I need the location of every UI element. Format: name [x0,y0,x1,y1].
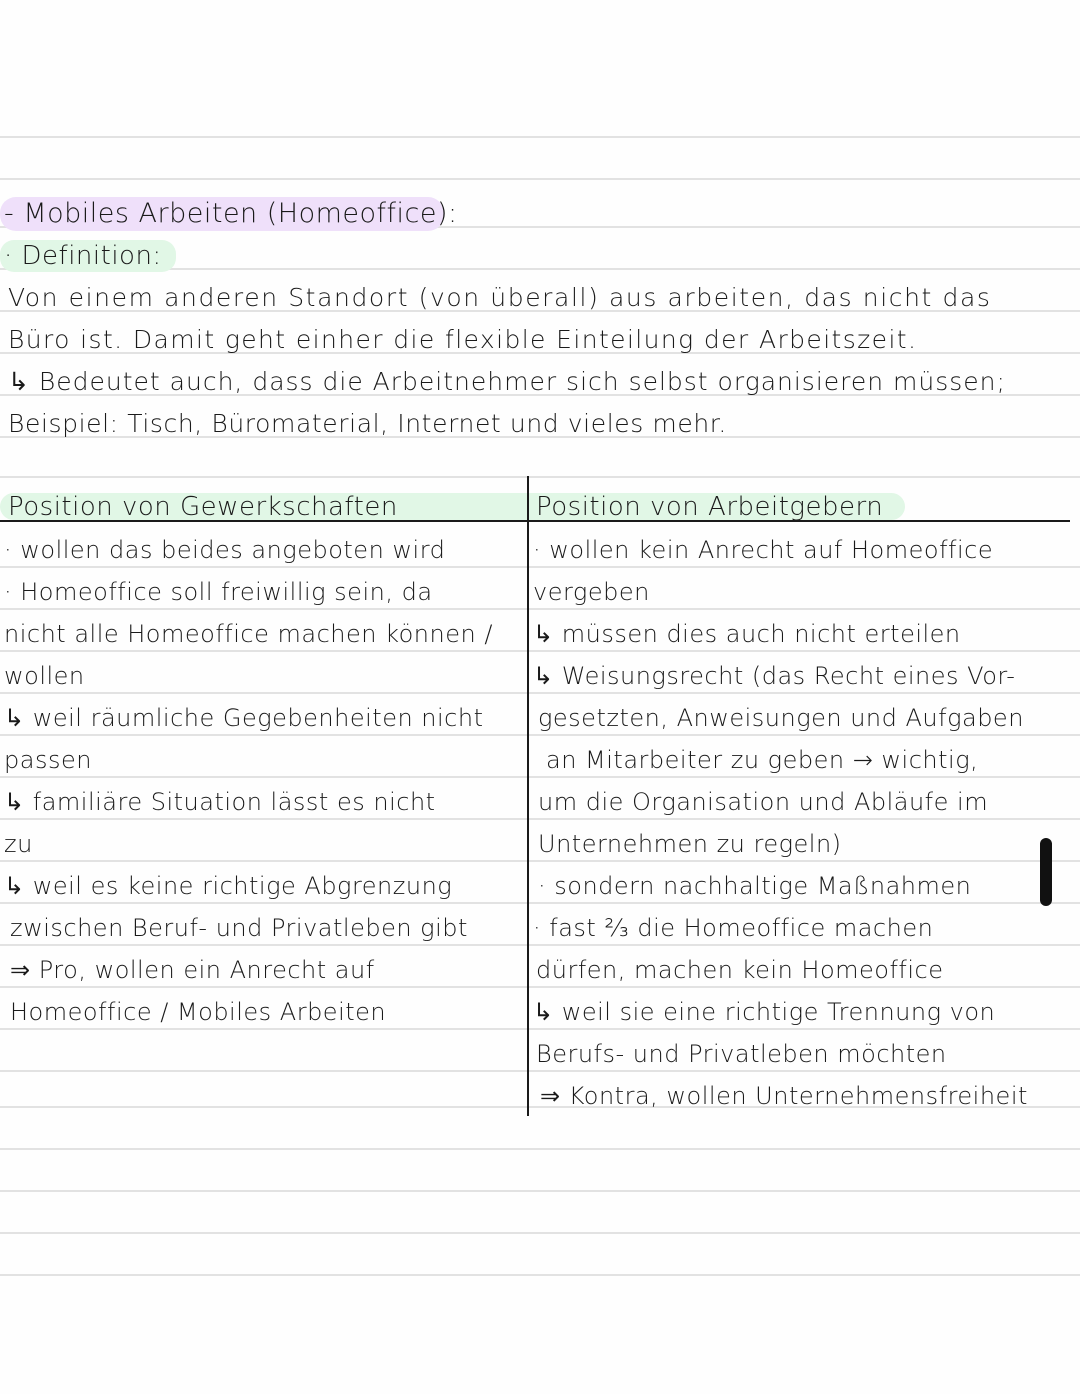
definition-line: Beispiel: Tisch, Büromaterial, Internet und vieles mehr. [8,409,727,438]
rule-line [0,1190,1080,1192]
left-column-header: Position von Gewerkschaften [8,492,398,522]
rule-line [0,476,1080,478]
right-line: gesetzten, Anweisungen und Aufgaben [538,704,1024,732]
left-line: ↳ weil es keine richtige Abgrenzung [4,872,453,900]
right-line: Berufs- und Privatleben möchten [536,1040,947,1068]
rule-line [0,566,1080,568]
rule-line [0,902,1080,904]
rule-line [0,860,1080,862]
right-column-header: Position von Arbeitgebern [536,492,884,522]
definition-line: ↳ Bedeutet auch, dass die Arbeitnehmer sich selbst organisieren müssen; [8,367,1006,396]
rule-line [0,650,1080,652]
left-line: wollen [4,662,85,690]
left-line: Homeoffice / Mobiles Arbeiten [10,998,387,1026]
left-line: ↳ weil räumliche Gegebenheiten nicht [4,704,484,732]
left-line: zwischen Beruf- und Privatleben gibt [10,914,468,942]
right-line: dürfen, machen kein Homeoffice [536,956,944,984]
right-line: · fast ²⁄₃ die Homeoffice machen [533,914,934,942]
rule-line [0,986,1080,988]
right-line: · sondern nachhaltige Maßnahmen [538,872,972,900]
rule-line [0,608,1080,610]
right-line: an Mitarbeiter zu geben → wichtig, [546,746,979,774]
left-line: nicht alle Homeoffice machen können / [4,620,493,648]
definition-line: Büro ist. Damit geht einher die flexible Einteilung der Arbeitszeit. [8,325,918,354]
right-line: ↳ weil sie eine richtige Trennung von [533,998,996,1026]
right-line: ↳ müssen dies auch nicht erteilen [533,620,961,648]
ink-scribble-mark [1040,838,1052,906]
rule-line [0,734,1080,736]
rule-line [0,692,1080,694]
left-line: zu [4,830,33,858]
right-line: · wollen kein Anrecht auf Homeoffice [533,536,994,564]
rule-line [0,1148,1080,1150]
right-line: um die Organisation und Abläufe im [538,788,989,816]
left-line: · wollen das beides angeboten wird [4,536,446,564]
rule-line [0,776,1080,778]
right-line: vergeben [533,578,650,606]
right-line: ⇒ Kontra, wollen Unternehmensfreiheit [540,1082,1028,1110]
rule-line [0,1232,1080,1234]
left-line: passen [4,746,92,774]
rule-line [0,178,1080,180]
left-line: ↳ familiäre Situation lässt es nicht [4,788,436,816]
rule-line [0,818,1080,820]
rule-line [0,1070,1080,1072]
left-line: ⇒ Pro, wollen ein Anrecht auf [10,956,375,984]
definition-line: Von einem anderen Standort (von überall) aus arbeiten, das nicht das [8,283,992,312]
rule-line [0,944,1080,946]
rule-line [0,1028,1080,1030]
right-line: ↳ Weisungsrecht (das Recht eines Vor- [533,662,1016,690]
right-line: Unternehmen zu regeln) [538,830,842,858]
definition-label: · Definition: [4,241,162,271]
left-line: · Homeoffice soll freiwillig sein, da [4,578,433,606]
rule-line [0,136,1080,138]
rule-line [0,1274,1080,1276]
page-title: - Mobiles Arbeiten (Homeoffice): [4,198,458,229]
table-column-divider [527,476,529,1116]
